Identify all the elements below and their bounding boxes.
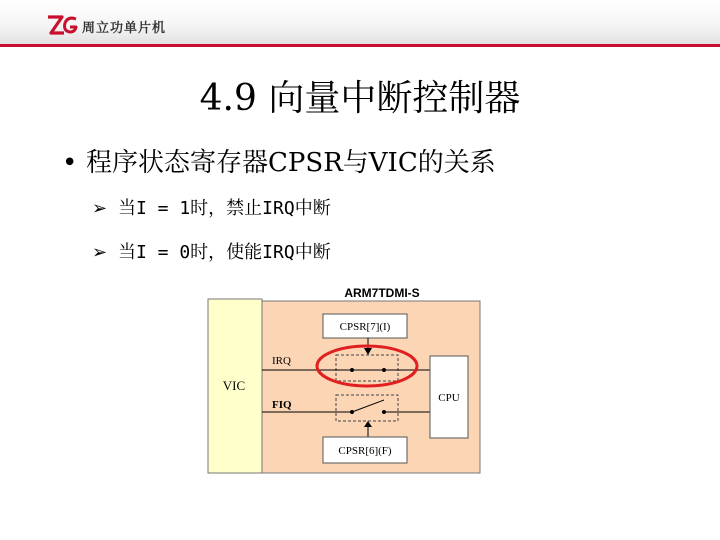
page-title: 4.9 向量中断控制器 <box>199 78 521 119</box>
core-label: ARM7TDMI-S <box>344 286 420 300</box>
cpsr6-label: CPSR[6](F) <box>338 445 392 457</box>
bullet-dot-icon: • <box>62 148 78 178</box>
sub-item-2-text: 当I = 0时，使能IRQ中断 <box>118 242 331 263</box>
irq-label: IRQ <box>272 355 291 367</box>
fiq-label: FIQ <box>272 399 292 411</box>
arrow-bullet-icon: ➢ <box>92 242 108 263</box>
fiq-switch-contact <box>382 410 386 414</box>
fiq-switch-contact <box>350 410 354 414</box>
company-name: 周立功单片机 <box>82 21 167 36</box>
irq-switch-contact <box>350 368 354 372</box>
sub-item-1-text: 当I = 1时，禁止IRQ中断 <box>118 198 331 219</box>
arrow-bullet-icon: ➢ <box>92 198 108 219</box>
irq-switch-contact <box>382 368 386 372</box>
cpsr7-label: CPSR[7](I) <box>339 321 391 333</box>
cpu-label: CPU <box>438 392 460 404</box>
bullet-text: 程序状态寄存器CPSR与VIC的关系 <box>86 148 496 178</box>
vic-label: VIC <box>222 378 246 393</box>
